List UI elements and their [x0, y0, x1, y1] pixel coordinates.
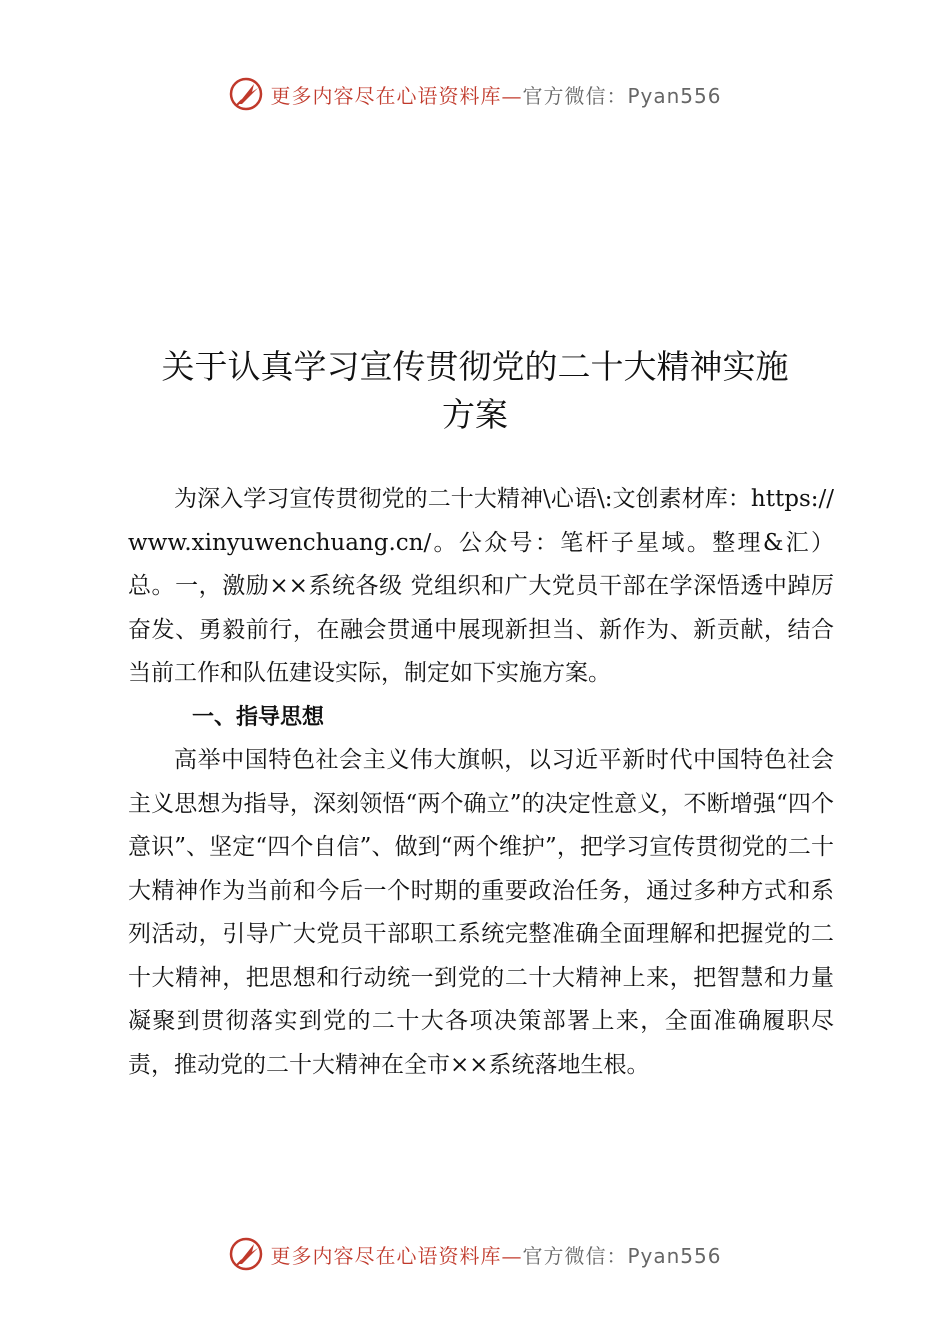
footer-watermark	[0, 1232, 950, 1276]
watermark-text	[270, 1240, 721, 1269]
intro-paragraph: 为深入学习宣传贯彻党的二十大精神\心语\:文创素材库：https://www.xinyuwenchuang.cn/。公众号：笔杆子星域。整理&汇）总。一，激励××系统各级 党组织和广大党员干部在学深悟透中踔厉奋发、勇毅前行，在融会贯通中展现新担当、新作为、新贡献，结合当前工作和队伍建设实际，制定如下实施方案。	[128, 486, 834, 686]
watermark-wechat: 官方微信：Pyan556	[522, 1243, 722, 1268]
document-body	[128, 478, 834, 1087]
title-line-2: 方案	[442, 395, 508, 434]
watermark-wechat: 官方微信：Pyan556	[522, 83, 722, 108]
watermark-separator: —	[501, 1243, 523, 1268]
watermark-site: 更多内容尽在心语资料库	[270, 1243, 502, 1268]
section-heading-guiding-thought: 一、指导思想	[192, 704, 325, 730]
section-paragraph-guiding-thought: 高举中国特色社会主义伟大旗帜，以习近平新时代中国特色社会主义思想为指导，深刻领悟“两个确立”的决定性意义，不断增强“四个意识”、坚定“四个自信”、做到“两个维护”，把学习宣传贯彻党的二十大精神作为当前和今后一个时期的重要政治任务，通过多种方式和系列活动，引导广大党员干部职工系统完整准确全面理解和把握党的二十大精神，把思想和行动统一到党的二十大精神上来，把智慧和力量凝聚到贯彻落实到党的二十大各项决策部署上来，全面准确履职尽责，推动党的二十大精神在全市××系统落地生根。	[128, 747, 834, 1078]
header-watermark	[0, 72, 950, 116]
document-title	[120, 343, 830, 439]
title-line-1: 关于认真学习宣传贯彻党的二十大精神实施	[161, 347, 789, 386]
watermark-text	[270, 80, 721, 109]
quill-logo-icon	[228, 76, 264, 112]
watermark-site: 更多内容尽在心语资料库	[270, 83, 502, 108]
quill-logo-icon	[228, 1236, 264, 1272]
watermark-separator: —	[501, 83, 523, 108]
